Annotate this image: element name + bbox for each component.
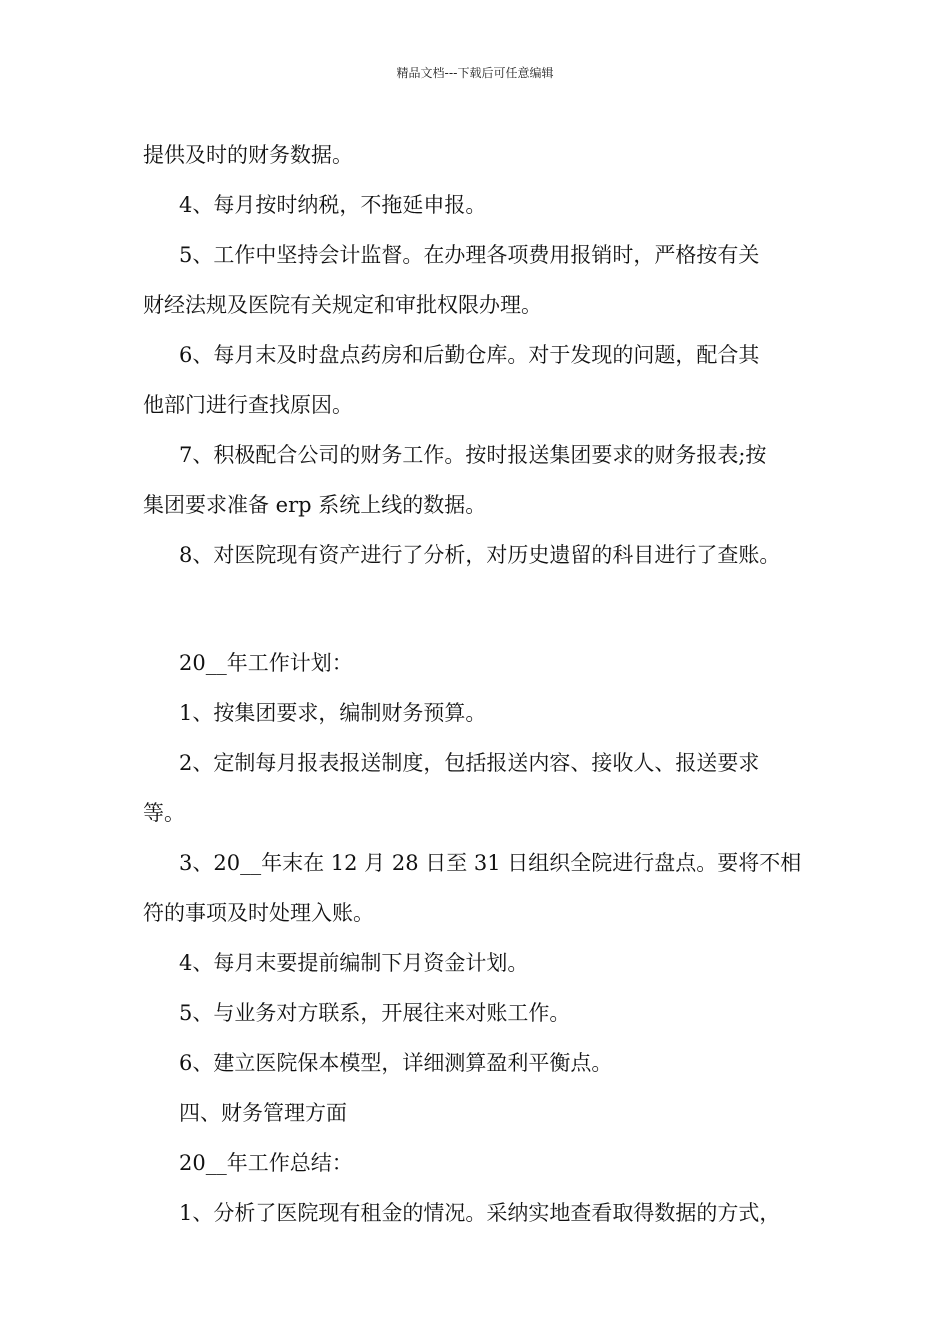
paragraph-line: 符的事项及时处理入账。 [143,901,374,925]
paragraph-line: 财经法规及医院有关规定和审批权限办理。 [143,293,542,317]
paragraph-line: 7、积极配合公司的财务工作。按时报送集团要求的财务报表;按 [179,443,767,467]
paragraph-line: 6、每月末及时盘点药房和后勤仓库。对于发现的问题，配合其 [179,343,760,367]
paragraph-line: 5、与业务对方联系，开展往来对账工作。 [179,1001,571,1025]
paragraph-line: 1、按集团要求，编制财务预算。 [179,701,487,725]
paragraph-line: 1、分析了医院现有租金的情况。采纳实地查看取得数据的方式， [179,1201,781,1225]
paragraph-line: 3、20__年末在 12 月 28 日至 31 日组织全院进行盘点。要将不相 [179,851,802,875]
paragraph-line: 8、对医院现有资产进行了分析，对历史遗留的科目进行了查账。 [179,543,781,567]
paragraph-line: 等。 [143,801,185,825]
section-heading: 20__年工作计划： [179,651,353,675]
paragraph-line: 集团要求准备 erp 系统上线的数据。 [143,493,487,517]
paragraph-line: 4、每月末要提前编制下月资金计划。 [179,951,529,975]
paragraph-line: 他部门进行查找原因。 [143,393,353,417]
paragraph-line: 6、建立医院保本模型，详细测算盈利平衡点。 [179,1051,613,1075]
paragraph-line: 5、工作中坚持会计监督。在办理各项费用报销时，严格按有关 [179,243,760,267]
section-heading: 20__年工作总结： [179,1151,353,1175]
page-header: 精品文档---下载后可任意编辑 [396,66,554,80]
document-body [143,130,833,1238]
paragraph-line: 4、每月按时纳税，不拖延申报。 [179,193,487,217]
section-heading: 四、财务管理方面 [179,1101,347,1125]
paragraph-line: 2、定制每月报表报送制度，包括报送内容、接收人、报送要求 [179,751,760,775]
paragraph-gap [143,580,833,638]
paragraph-line: 提供及时的财务数据。 [143,143,353,167]
